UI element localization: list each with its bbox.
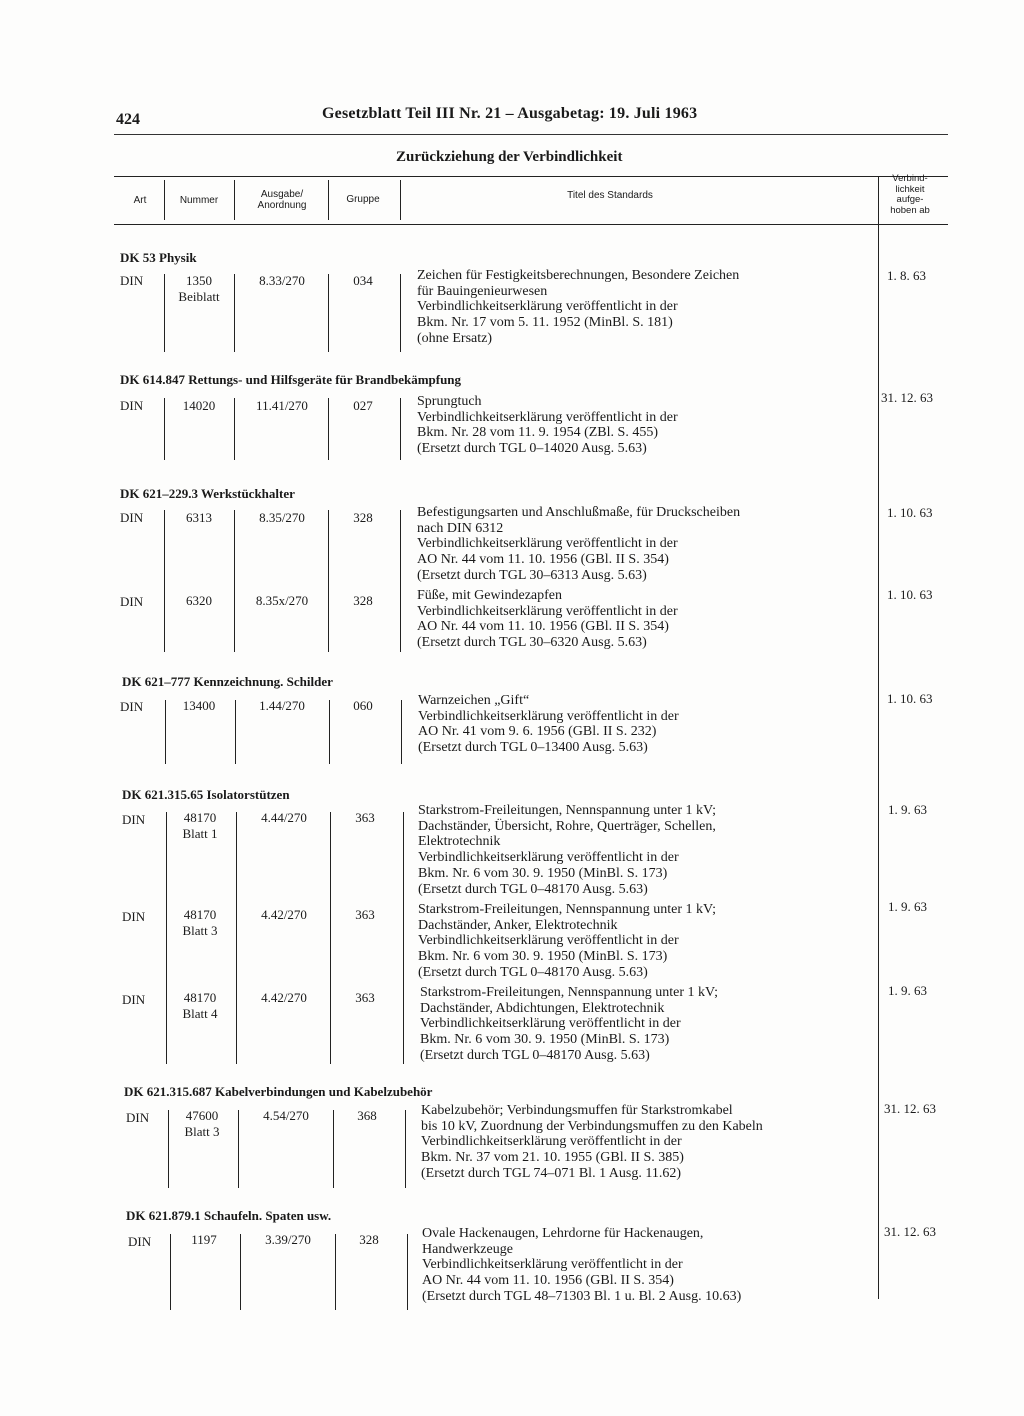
row-divider	[166, 812, 167, 1064]
gazette-header-title: Gesetzblatt Teil III Nr. 21 – Ausgabetag: 19. Juli 1963	[322, 105, 698, 122]
cell-datum: 31. 12. 63	[881, 390, 933, 405]
titel-line: Verbindlichkeitserklärung veröffentlicht in der	[417, 536, 678, 552]
cell-datum: 1. 10. 63	[887, 587, 933, 602]
group-title: DK 621–777 Kennzeichnung. Schilder	[122, 674, 333, 689]
cell-art: DIN	[120, 594, 144, 609]
cell-art: DIN	[126, 1110, 150, 1125]
column-header-titel: Titel des Standards	[567, 190, 653, 201]
cell-art: DIN	[120, 398, 144, 413]
table-header-top-rule	[114, 176, 948, 177]
cell-gruppe: 363	[355, 990, 375, 1005]
cell-nummer-line1: 14020	[182, 398, 216, 413]
titel-line: (ohne Ersatz)	[417, 330, 493, 346]
row-divider	[401, 700, 402, 764]
cell-nummer	[166, 398, 232, 414]
row-divider	[240, 1234, 241, 1310]
titel-line: (Ersetzt durch TGL 0–14020 Ausg. 5.63)	[417, 441, 647, 457]
cell-ausgabe: 4.44/270	[261, 810, 307, 825]
row-divider	[235, 700, 236, 764]
row-divider	[403, 812, 404, 1064]
titel-line: AO Nr. 41 vom 9. 6. 1956 (GBl. II S. 232)	[418, 724, 657, 740]
cell-datum: 1. 8. 63	[887, 268, 926, 283]
cell-nummer-line1: 48170	[183, 810, 217, 825]
titel-line: Verbindlichkeitserklärung veröffentlicht in der	[420, 1016, 681, 1032]
row-divider	[236, 812, 237, 1064]
cell-datum: 1. 10. 63	[887, 505, 933, 520]
cell-datum: 31. 12. 63	[884, 1101, 936, 1116]
cell-gruppe: 328	[359, 1232, 379, 1247]
titel-line: Bkm. Nr. 6 vom 30. 9. 1950 (MinBl. S. 173)	[420, 1032, 670, 1048]
cell-titel	[420, 985, 718, 1064]
cell-ausgabe: 4.42/270	[261, 907, 307, 922]
cell-nummer	[167, 810, 233, 842]
cell-nummer-line1: 6320	[186, 593, 212, 608]
group-title: DK 614.847 Rettungs- und Hilfsgeräte für Brandbekämpfung	[120, 372, 462, 387]
cell-ausgabe: 4.54/270	[263, 1108, 309, 1123]
cell-datum: 31. 12. 63	[884, 1224, 936, 1239]
cell-gruppe: 363	[355, 907, 375, 922]
row-divider	[234, 510, 235, 652]
cell-nummer-line1: 48170	[183, 907, 217, 922]
titel-line: Bkm. Nr. 6 vom 30. 9. 1950 (MinBl. S. 173)	[418, 949, 668, 965]
cell-ausgabe: 4.42/270	[261, 990, 307, 1005]
cell-titel	[418, 693, 679, 756]
titel-line: (Ersetzt durch TGL 0–48170 Ausg. 5.63)	[420, 1047, 650, 1063]
titel-line: Verbindlichkeitserklärung veröffentlicht in der	[421, 1134, 682, 1150]
cell-nummer	[166, 273, 232, 305]
cell-nummer	[167, 907, 233, 939]
titel-line: Starkstrom-Freileitungen, Nennspannung unter 1 kV;	[420, 985, 718, 1000]
column-divider	[400, 180, 401, 220]
cell-gruppe: 363	[355, 810, 375, 825]
cell-ausgabe: 1.44/270	[259, 698, 305, 713]
cell-nummer-line1: 6313	[186, 510, 212, 525]
row-divider	[165, 700, 166, 764]
column-header-verbind-line1: Verbind-	[892, 173, 928, 184]
row-divider	[234, 274, 235, 352]
cell-ausgabe: 11.41/270	[256, 398, 308, 413]
cell-titel	[417, 268, 739, 347]
cell-gruppe: 328	[353, 593, 373, 608]
cell-nummer-line2: Blatt 1	[182, 826, 218, 841]
group-title: DK 53 Physik	[120, 250, 197, 265]
titel-line: (Ersetzt durch TGL 0–48170 Ausg. 5.63)	[418, 881, 648, 897]
row-divider	[164, 510, 165, 652]
titel-line: Befestigungsarten und Anschlußmaße, für Druckscheiben	[417, 505, 741, 520]
titel-line: (Ersetzt durch TGL 0–13400 Ausg. 5.63)	[418, 740, 648, 756]
column-header-verbind-line2: lichkeit	[895, 183, 925, 195]
cell-art: DIN	[120, 273, 144, 288]
cell-nummer	[169, 1108, 235, 1140]
cell-titel	[422, 1226, 741, 1305]
titel-line: Bkm. Nr. 6 vom 30. 9. 1950 (MinBl. S. 173)	[418, 865, 668, 881]
row-divider	[407, 1234, 408, 1310]
column-header-ausgabe-line2: Anordnung	[257, 200, 307, 211]
titel-line: für Bauingenieurwesen	[417, 283, 548, 299]
cell-art: DIN	[122, 812, 146, 827]
titel-line: Dachständer, Abdichtungen, Elektrotechnik	[420, 1000, 665, 1016]
cell-nummer-line2: Beiblatt	[178, 289, 220, 304]
row-divider	[328, 274, 329, 352]
column-header-art: Art	[133, 195, 147, 206]
cell-art: DIN	[128, 1234, 152, 1249]
titel-line: Verbindlichkeitserklärung veröffentlicht in der	[418, 708, 679, 724]
cell-nummer-line1: 48170	[183, 990, 217, 1005]
row-divider	[164, 274, 165, 352]
column-header-nummer: Nummer	[179, 195, 219, 206]
titel-line: Warnzeichen „Gift“	[418, 693, 530, 708]
group-title: DK 621.879.1 Schaufeln. Spaten usw.	[126, 1208, 332, 1223]
row-divider	[328, 398, 329, 460]
titel-line: Verbindlichkeitserklärung veröffentlicht in der	[422, 1257, 683, 1273]
cell-datum: 1. 10. 63	[887, 691, 933, 706]
cell-gruppe: 328	[353, 510, 373, 525]
group-title: DK 621–229.3 Werkstückhalter	[120, 486, 295, 501]
column-header-gruppe: Gruppe	[346, 194, 380, 205]
row-divider	[400, 274, 401, 352]
cell-nummer	[171, 1232, 237, 1248]
cell-ausgabe: 8.35x/270	[255, 593, 309, 608]
row-divider	[164, 398, 165, 460]
cell-nummer	[166, 698, 232, 714]
cell-gruppe: 368	[357, 1108, 377, 1123]
titel-line: Verbindlichkeitserklärung veröffentlicht in der	[418, 933, 679, 949]
page-number: 424	[116, 111, 140, 128]
row-divider	[400, 398, 401, 460]
titel-line: bis 10 kV, Zuordnung der Verbindungsmuffen zu den Kabeln	[421, 1118, 763, 1134]
titel-line: Dachständer, Anker, Elektrotechnik	[418, 917, 618, 933]
cell-titel	[417, 505, 740, 584]
titel-line: nach DIN 6312	[417, 520, 504, 536]
titel-line: Starkstrom-Freileitungen, Nennspannung unter 1 kV;	[418, 803, 716, 818]
titel-line: AO Nr. 44 vom 11. 10. 1956 (GBl. II S. 354)	[417, 552, 669, 568]
titel-line: (Ersetzt durch TGL 0–48170 Ausg. 5.63)	[418, 964, 648, 980]
cell-nummer	[166, 510, 232, 526]
titel-line: Füße, mit Gewindezapfen	[417, 588, 563, 603]
cell-titel	[421, 1103, 763, 1182]
cell-ausgabe: 3.39/270	[265, 1232, 311, 1247]
cell-nummer-line1: 1197	[191, 1232, 217, 1247]
cell-nummer-line1: 47600	[185, 1108, 219, 1123]
cell-titel	[417, 394, 678, 457]
cell-art: DIN	[122, 992, 146, 1007]
row-divider	[238, 1110, 239, 1188]
column-header-ausgabe-line1: Ausgabe/	[260, 189, 304, 200]
cell-nummer-line2: Blatt 3	[184, 1124, 220, 1139]
titel-line: (Ersetzt durch TGL 74–071 Bl. 1 Ausg. 11.62)	[421, 1165, 682, 1181]
titel-line: Kabelzubehör; Verbindungsmuffen für Starkstromkabel	[421, 1103, 733, 1118]
group-title: DK 621.315.687 Kabelverbindungen und Kabelzubehör	[124, 1084, 433, 1099]
date-column-divider	[878, 224, 879, 1299]
group-title: DK 621.315.65 Isolatorstützen	[122, 787, 290, 802]
row-divider	[405, 1110, 406, 1188]
cell-gruppe: 060	[353, 698, 373, 713]
cell-nummer	[167, 990, 233, 1022]
cell-nummer	[166, 593, 232, 609]
titel-line: AO Nr. 44 vom 11. 10. 1956 (GBl. II S. 354)	[422, 1273, 674, 1289]
cell-titel	[418, 902, 716, 981]
titel-line: Bkm. Nr. 28 vom 11. 9. 1954 (ZBl. S. 455)	[417, 425, 658, 441]
titel-line: Verbindlichkeitserklärung veröffentlicht in der	[418, 850, 679, 866]
titel-line: Ovale Hackenaugen, Lehrdorne für Hackenaugen,	[422, 1226, 704, 1241]
column-header-verbindlichkeit	[880, 174, 940, 216]
titel-line: Bkm. Nr. 17 vom 5. 11. 1952 (MinBl. S. 181)	[417, 315, 673, 331]
cell-gruppe: 034	[353, 273, 373, 288]
column-divider	[328, 180, 329, 220]
cell-nummer-line1: 1350	[186, 273, 212, 288]
cell-nummer-line1: 13400	[182, 698, 216, 713]
section-title: Zurückziehung der Verbindlichkeit	[396, 149, 623, 165]
cell-gruppe: 027	[353, 398, 373, 413]
column-divider	[234, 180, 235, 220]
titel-line: (Ersetzt durch TGL 30–6320 Ausg. 5.63)	[417, 635, 647, 651]
column-header-verbind-line4: hoben ab	[890, 204, 930, 216]
cell-titel	[417, 588, 678, 651]
titel-line: Verbindlichkeitserklärung veröffentlicht in der	[417, 603, 678, 619]
cell-ausgabe: 8.33/270	[259, 273, 305, 288]
titel-line: (Ersetzt durch TGL 30–6313 Ausg. 5.63)	[417, 567, 647, 583]
titel-line: Elektrotechnik	[418, 834, 501, 850]
row-divider	[333, 1110, 334, 1188]
cell-datum: 1. 9. 63	[888, 899, 927, 914]
titel-line: Sprungtuch	[417, 394, 482, 409]
titel-line: Starkstrom-Freileitungen, Nennspannung unter 1 kV;	[418, 902, 716, 917]
titel-line: Verbindlichkeitserklärung veröffentlicht in der	[417, 409, 678, 425]
column-header-ausgabe	[238, 189, 326, 211]
cell-datum: 1. 9. 63	[888, 802, 927, 817]
titel-line: Bkm. Nr. 37 vom 21. 10. 1955 (GBl. II S. 385)	[421, 1150, 684, 1166]
row-divider	[330, 812, 331, 1064]
cell-art: DIN	[120, 510, 144, 525]
titel-line: Zeichen für Festigkeitsberechnungen, Besondere Zeichen	[417, 268, 740, 283]
row-divider	[234, 398, 235, 460]
row-divider	[328, 510, 329, 652]
cell-datum: 1. 9. 63	[888, 983, 927, 998]
cell-art: DIN	[122, 909, 146, 924]
titel-line: Dachständer, Übersicht, Rohre, Querträger, Schellen,	[418, 818, 716, 834]
cell-ausgabe: 8.35/270	[259, 510, 305, 525]
cell-titel	[418, 803, 716, 897]
row-divider	[170, 1234, 171, 1310]
row-divider	[335, 1234, 336, 1310]
column-header-verbind-line3: aufge-	[896, 194, 924, 205]
header-rule	[114, 134, 948, 135]
column-divider	[164, 180, 165, 220]
column-divider	[878, 176, 879, 224]
titel-line: AO Nr. 44 vom 11. 10. 1956 (GBl. II S. 354)	[417, 619, 669, 635]
table-header-bottom-rule	[114, 224, 948, 225]
row-divider	[329, 700, 330, 764]
cell-nummer-line2: Blatt 3	[182, 923, 218, 938]
cell-art: DIN	[120, 699, 144, 714]
row-divider	[168, 1110, 169, 1188]
titel-line: (Ersetzt durch TGL 48–71303 Bl. 1 u. Bl. 2 Ausg. 10.63)	[422, 1288, 742, 1304]
cell-nummer-line2: Blatt 4	[182, 1006, 218, 1021]
row-divider	[400, 510, 401, 652]
titel-line: Verbindlichkeitserklärung veröffentlicht in der	[417, 299, 678, 315]
titel-line: Handwerkzeuge	[422, 1241, 513, 1257]
